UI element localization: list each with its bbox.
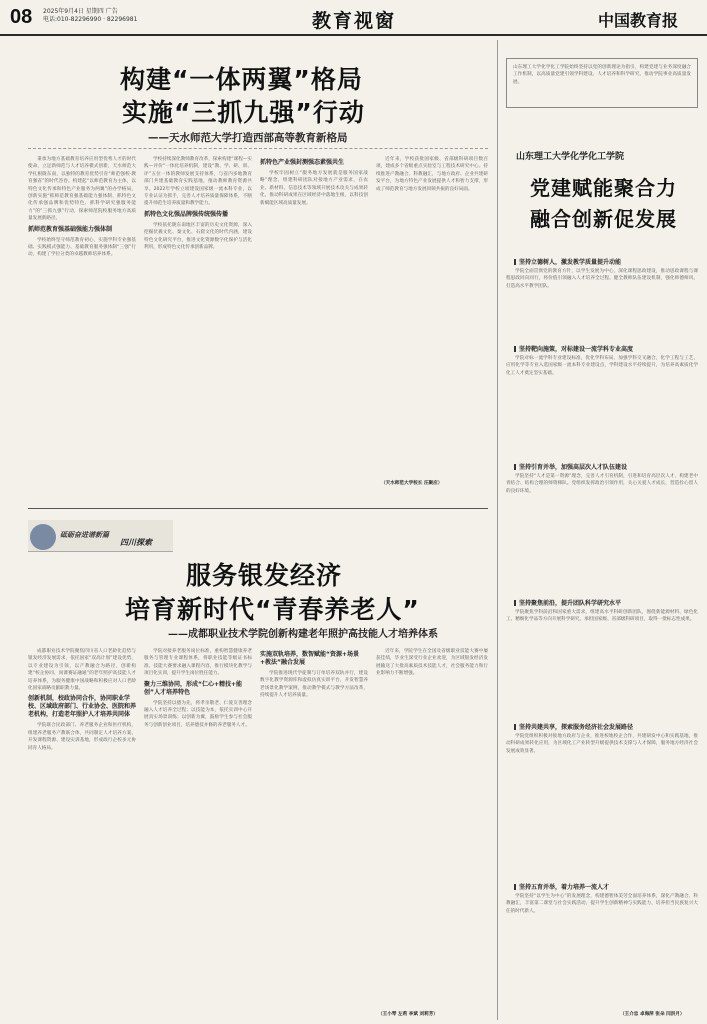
right-title-line1: 党建赋能聚合力	[530, 176, 677, 200]
article1-body	[144, 222, 252, 252]
article1-title-line1: 构建“一体两翼”格局	[120, 65, 363, 94]
article1-column-2	[144, 156, 252, 501]
right-body-6: 学院坚持“以学生为中心”的发展理念，构建德智体美劳全面培养体系，深化产教融合、科教融汇，丰富第二课堂与社会实践活动，提升学生创新精神与实践能力，培养担当民族复兴大任的时代新人。	[506, 894, 698, 914]
article2-body	[144, 648, 252, 678]
right-heading-6: 坚持五育并举，着力培养一流人才	[514, 882, 609, 891]
article2-paragraph: 学院推进现代学徒制与订单培养双轨并行，建设数字化教学资源库和虚拟仿真实训平台，开发智慧养老场景化教学案例，推动教学模式与教学方法改革，持续提升人才培养质量。	[260, 671, 368, 699]
article2-paragraph: 成都职业技术学院聚焦四川省人口老龄化趋势与银发经济发展需求，依托国家“双高计划”建设优势，以专业建设为引领，以产教融合为路径，创新构建“校企协同、岗课赛证融通”的老年照护高技能人才培养体系，为服务健康中国战略和积极应对人口老龄化国家战略贡献职教力量。	[28, 649, 136, 692]
article-separator	[28, 508, 488, 509]
article1-body	[376, 156, 488, 193]
article2-column-3	[260, 648, 368, 1013]
article1-paragraph: 学校始终坚守师范教育初心，实施学科专业强基础、实践模式强能力、基础教育服务强体制“三强”行动，构建了学位分类的卓越教师培养体系。	[28, 237, 136, 258]
article1-title-line2: 实施“三抓九强”行动	[122, 98, 365, 127]
right-body-2: 学院对标一流学科专业建设标准，优化学科布局，加强学科交叉融合，化学工程与工艺、应用化学等专业入选国家级一流本科专业建设点，学科建设水平持续提升，为培养高素质化学化工人才奠定坚实基础。	[506, 356, 698, 376]
article2-byline: （王小琴 左莉 李斌 刘莉芳）	[378, 1012, 438, 1017]
right-intro-text: 山东理工大学化学化工学院始终坚持以党的创新理论为指引，构建党建与业务深度融合工作机制，以高质量党建引领学科建设、人才培养和科学研究，推动学院事业高质量发展。	[513, 65, 691, 85]
article1-column-4	[376, 156, 488, 476]
article1-column-3	[260, 156, 368, 501]
right-body-5: 学院党组织积极对接地方政府与企业，推进校地校企合作，共建研发中心和实践基地，推动科研成果转化应用，为区域化工产业转型升级提供技术支撑与人才保障，服务地方经济社会发展成效显著。	[506, 734, 698, 754]
article1-heading-1: 抓师范教育强基础强能力强体制	[28, 225, 113, 233]
article2-body	[144, 700, 252, 730]
article1-paragraph: 学校牢固树立“服务地方发展就是服务国家战略”理念，组建科研团队对接地方产业需求，在农业、新材料、信息技术等领域开展技术攻关与成果转化，推动科研成果在区域经济中落地生根，以科技创新赋能区域高质量发展。	[260, 171, 368, 206]
article1-body	[28, 237, 136, 259]
right-intro-box	[506, 58, 698, 108]
right-heading-1: 坚持立德树人，激发教学质量提升动能	[514, 257, 621, 266]
right-heading-5: 坚持共建共享，探索服务经济社会发展路径	[514, 722, 633, 731]
article2-subtitle: ——成都职业技术学院创新构建老年照护高技能人才培养体系	[168, 629, 438, 640]
article2-paragraph: 近年来，学院学生在全国及省级职业技能大赛中屡获佳绩，毕业生深受行业企业欢迎，为区域银发经济发展输送了大批高素质技术技能人才，社会服务能力和行业影响力不断增强。	[376, 649, 488, 677]
article1-byline: （天水师范大学校长 汪聚应）	[381, 481, 443, 486]
article2-paragraph: 学院联合民政部门、养老服务企业和医疗机构，组建养老服务产教联合体，共同制定人才培养方案、开发课程资源、建设实训基地，形成政行企校多元协同育人格局。	[28, 723, 136, 751]
right-kicker: 山东理工大学化学化工学院	[516, 152, 625, 162]
article1-heading-2: 抓特色文化强品牌强传统强传播	[144, 210, 229, 218]
article1-column-1	[28, 156, 136, 501]
masthead	[0, 0, 707, 36]
right-heading-2: 坚持靶向施策，对标建设一流学科专业高度	[514, 344, 633, 353]
article1-body	[144, 156, 252, 208]
right-title-line2: 融合创新促发展	[530, 207, 677, 231]
article1-body	[260, 170, 368, 207]
phone-line: 电话:010-82296990 · 82296981	[43, 16, 138, 23]
right-body-1: 学院全面贯彻党的教育方针，以学生发展为中心，深化课程思政建设，推动思政课程与课程思政同向同行，将价值引领融入人才培养全过程。健全教师队伍建设机制，强化师德师风，打造高水平教学团队。	[506, 269, 698, 289]
article2-paragraph: 学院对接养老服务岗位标准，重构智慧健康养老服务与管理专业课程体系，将职业技能等级证书标准、技能大赛要求融入课程内容，推行模块化教学与项目化实训，提升学生岗位胜任能力。	[144, 649, 252, 677]
logo-badge-icon	[30, 524, 56, 550]
newspaper-logo: 中国教育报	[598, 11, 679, 30]
article2-heading-1: 创新机制，校政协同合作，协同职业学校、区域政府部门、行业协会、医院和养老机构，打造老年照护人才培养共同体	[28, 695, 136, 719]
article1-paragraph: 学校依托陇东南地区丰富的历史文化资源，深入挖掘伏羲文化、秦文化、石窟文化的时代内涵，建设特色文化研究平台，推进文化资源数字化保护与活化利用，形成特色文化传承创新品牌。	[144, 222, 252, 251]
logo-text-line2: 四川探索	[120, 538, 152, 547]
date-line: 2025年9月4日 星期四 广告	[43, 8, 118, 15]
page-number: 08	[10, 6, 33, 28]
article1-paragraph: 秉承为地方基础教育培养应用型优秀人才的时代使命，立足新师范与人才培养模式创新，天水师范大学扎根陇东南，以独特的教育优势引育“师范强校·教育强省”的时代答卷。构建起“以师范教育为主体，以特色文化传承和特色产业服务为两翼”的办学格局，创新实施“抓师范教育强基础能力强体制、抓特色文化传承强品牌和优势特色、抓科学研究强服务能力”的“三抓九强”行动，探索师范院校服务地方高质量发展新路径。	[28, 157, 136, 222]
article2-heading-2: 聚力三维协同，形成“仁心+精技+能创”人才培养特色	[144, 680, 242, 696]
article1-subtitle: ——天水师范大学打造西部高等教育新格局	[148, 132, 348, 144]
article1-heading-3: 抓特色产业强封测强态素强共生	[260, 159, 345, 166]
column-divider	[497, 40, 498, 1020]
article2-title-line2: 培育新时代“青春养老人”	[125, 595, 420, 624]
publication-info	[43, 8, 137, 24]
article2-title-line1: 服务银发经济	[186, 561, 343, 590]
right-byline: （王介忠 卓海萍 张朵 闫洪月）	[620, 1012, 685, 1017]
article2-paragraph: 学院坚持以德为先，将孝亲敬老、仁爱友善理念融入人才培养全过程；以技能为本，依托实训中心开展真实场景训练；以创新为翼，鼓励学生参与社会服务与创新创业项目，培养德技并修的养老服务人才。	[144, 700, 252, 728]
section-title: 教育视窗	[312, 10, 397, 32]
article1-rule	[28, 148, 488, 149]
article1-body	[28, 156, 136, 223]
series-logo	[28, 520, 173, 552]
article2-column-1	[28, 648, 136, 1013]
right-body-4: 学院聚焦学科前沿和国家重大需求，组建高水平科研创新团队，围绕新能源材料、绿色化工、精细化学品等方向开展科学研究，承担国家级、省部级科研项目，取得一批标志性成果。	[506, 610, 698, 623]
article2-column-2	[144, 648, 252, 1013]
article2-body	[376, 648, 488, 678]
right-heading-4: 坚持聚焦前沿，提升团队科学研究水平	[514, 598, 621, 607]
article2-body	[28, 648, 136, 692]
article2-body	[260, 670, 368, 700]
article1-paragraph: 学校持续深化教师教育改革，探索构建“课程—实践—评价”一体化培养机制，建设“教、学、研、训、评”五位一体的教师发展支持体系，与省内多地教育部门共建基础教育实践基地，推动教师教育资源共享。2022年学校立项建设国家级一流本科专业，以专业认证为抓手，完善人才培养质量保障体系，不断提升师范生培养质量和教学能力。	[144, 157, 252, 207]
article1-paragraph: 近年来，学校获批国家级、省部级科研项目数百项，建成多个省级重点实验室与工程技术研究中心。持续推进产教融合、科教融汇，与地方政府、企业共建研发平台，为地方特色产业发展提供人才和智力支撑，形成了师范教育与地方发展同频共振的良好局面。	[376, 157, 488, 192]
article2-column-4	[376, 648, 488, 1008]
article2-heading-3: 实施双轨培养，数智赋能“资源+场景+教法”融合发展	[260, 651, 359, 666]
right-body-3: 学院坚持“人才是第一资源”理念，完善人才引育机制，引进和培育高层次人才，构建老中青结合、结构合理的师资梯队。党组织发挥政治引领作用，关心关爱人才成长，营造拴心留人的良好环境。	[506, 474, 698, 494]
logo-text-line1: 砥砺奋进谱新篇	[60, 531, 109, 539]
right-heading-3: 坚持引育并举，加强高层次人才队伍建设	[514, 462, 627, 471]
article2-body	[28, 722, 136, 752]
